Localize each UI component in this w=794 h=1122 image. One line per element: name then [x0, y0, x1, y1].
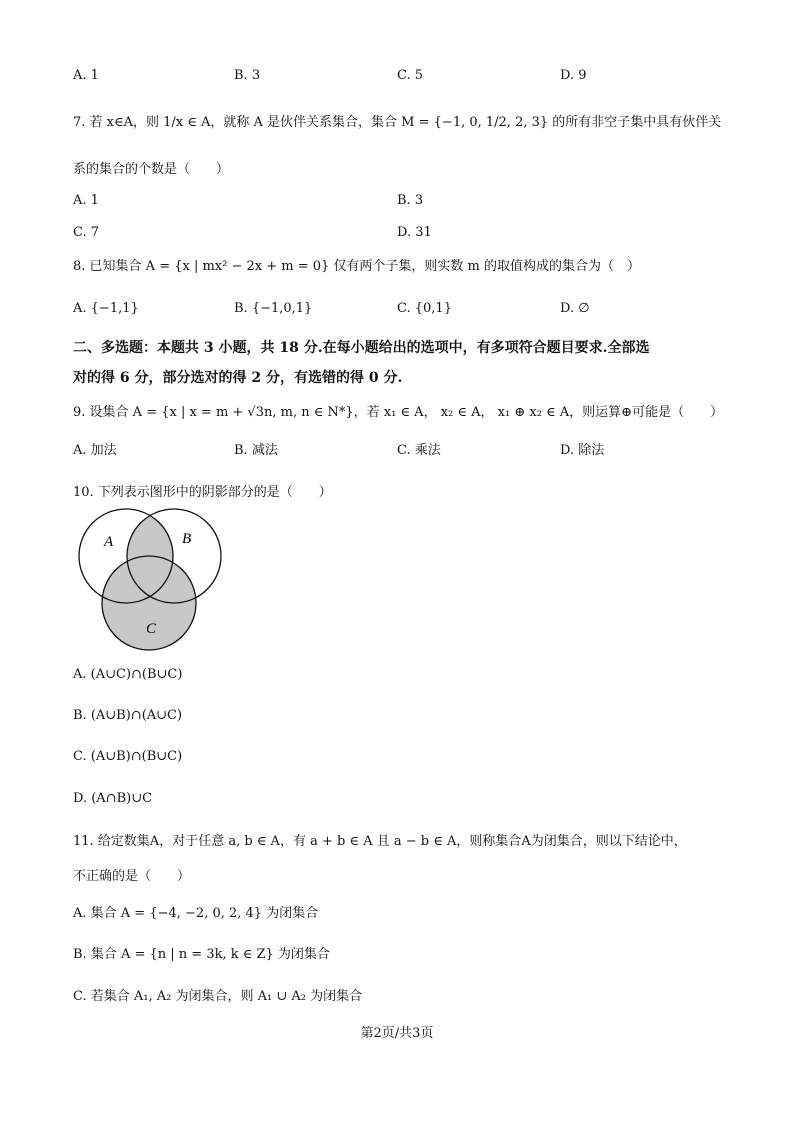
q10-option-c: C. (A∪B)∩(B∪C): [73, 749, 183, 764]
q10-stem: 10. 下列表示图形中的阴影部分的是（ ）: [73, 485, 332, 500]
venn-label-a: A: [104, 534, 114, 550]
q9-option-d: D. 除法: [560, 443, 605, 458]
section2-heading-line2: 对的得 6 分，部分选对的得 2 分，有选错的得 0 分.: [73, 370, 403, 386]
page-footer: 第2页/共3页: [360, 1026, 434, 1041]
q7-option-b: B. 3: [397, 193, 424, 208]
section2-heading-line1: 二、多选题：本题共 3 小题，共 18 分.在每小题给出的选项中，有多项符合题目要求.全部选: [73, 340, 650, 356]
q6-option-b: B. 3: [234, 68, 261, 83]
q7-stem-line2: 系的集合的个数是（ ）: [73, 162, 230, 177]
q11-stem-line1: 11. 给定数集A，对于任意 a, b ∈ A，有 a + b ∈ A 且 a − b ∈ A，则称集合A为闭集合，则以下结论中，: [73, 834, 687, 849]
q11-stem-line2: 不正确的是（ ）: [73, 869, 191, 884]
q8-option-c: C. {0,1}: [397, 301, 452, 316]
q10-option-b: B. (A∪B)∩(A∪C): [73, 708, 183, 723]
q8-option-d: D. ∅: [560, 301, 590, 316]
venn-label-c: C: [146, 621, 157, 637]
q8-option-b: B. {−1,0,1}: [234, 301, 313, 316]
q8-option-a: A. {−1,1}: [73, 301, 139, 316]
q9-option-c: C. 乘法: [397, 443, 441, 458]
q6-option-c: C. 5: [397, 68, 424, 83]
venn-diagram: [68, 503, 234, 655]
venn-label-b: B: [182, 531, 192, 547]
q11-option-a: A. 集合 A = {−4, −2, 0, 2, 4} 为闭集合: [73, 906, 319, 921]
q6-option-a: A. 1: [73, 68, 99, 83]
q10-option-d: D. (A∩B)∪C: [73, 791, 153, 806]
q7-option-d: D. 31: [397, 225, 432, 240]
q11-option-b: B. 集合 A = {n | n = 3k, k ∈ Z} 为闭集合: [73, 947, 330, 962]
q10-option-a: A. (A∪C)∩(B∪C): [73, 667, 183, 682]
q6-option-d: D. 9: [560, 68, 587, 83]
q9-option-a: A. 加法: [73, 443, 117, 458]
q11-option-c: C. 若集合 A₁, A₂ 为闭集合，则 A₁ ∪ A₂ 为闭集合: [73, 989, 363, 1004]
q7-option-c: C. 7: [73, 225, 100, 240]
q7-option-a: A. 1: [73, 193, 99, 208]
q7-stem-line1: 7. 若 x∈A，则 1/x ∈ A，就称 A 是伙伴关系集合，集合 M = {−1, 0, 1/2, 2, 3} 的所有非空子集中具有伙伴关: [73, 115, 722, 130]
q8-stem: 8. 已知集合 A = {x | mx² − 2x + m = 0} 仅有两个子集，则实数 m 的取值构成的集合为（ ）: [73, 259, 640, 274]
q9-option-b: B. 减法: [234, 443, 278, 458]
q9-stem: 9. 设集合 A = {x | x = m + √3n, m, n ∈ N*}，若 x₁ ∈ A， x₂ ∈ A， x₁ ⊕ x₂ ∈ A，则运算⊕可能是（ ）: [73, 405, 724, 420]
